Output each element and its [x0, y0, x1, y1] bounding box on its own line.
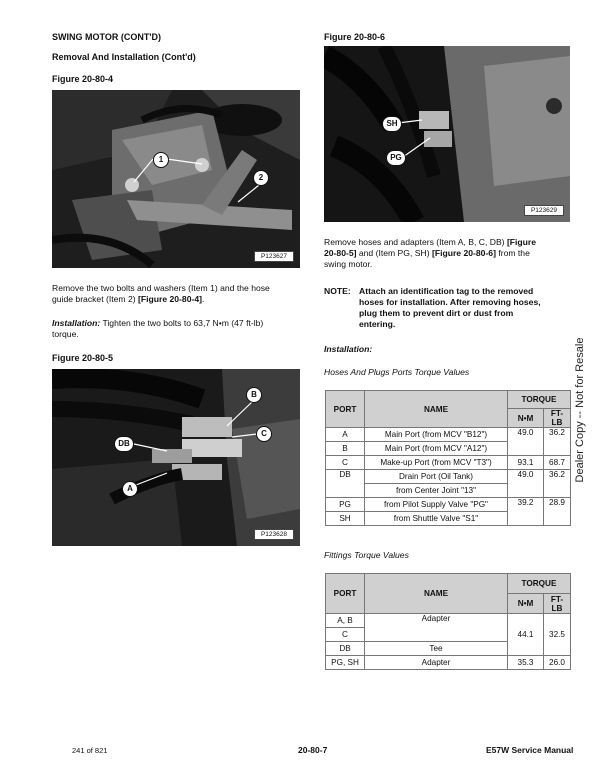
- remove-hoses-paragraph: [324, 237, 572, 270]
- col-header-ftlb: FT-LB: [544, 409, 571, 428]
- figure-reference: [Figure 20-80-4]: [137, 294, 202, 304]
- photo-code: P123628: [254, 529, 294, 540]
- table-row: [326, 614, 571, 628]
- installation-heading: Installation:: [324, 344, 373, 354]
- cell-ftlb: 36.2: [544, 470, 571, 498]
- callout-b: B: [246, 387, 262, 403]
- cell-port: A, B: [326, 614, 365, 628]
- installation-paragraph: [52, 318, 302, 340]
- table1-title: Hoses And Plugs Ports Torque Values: [324, 367, 470, 377]
- text-line: plug them to prevent dirt or dust from: [359, 308, 514, 318]
- col-header-torque: TORQUE: [508, 391, 571, 409]
- callout-pg: PG: [386, 150, 406, 166]
- col-header-ftlb: FT-LB: [544, 594, 571, 614]
- section-title: SWING MOTOR (CONT'D): [52, 32, 161, 42]
- cell-name: Adapter: [365, 614, 508, 642]
- cell-port: DB: [326, 642, 365, 656]
- cell-name: Make-up Port (from MCV "T3"): [365, 456, 508, 470]
- photo-code: P123627: [254, 251, 294, 262]
- cell-nm: 39.2: [508, 498, 544, 526]
- table-row: [326, 428, 571, 442]
- cell-port: B: [326, 442, 365, 456]
- col-header-port: PORT: [326, 574, 365, 614]
- text-line: torque.: [52, 329, 79, 339]
- figure-20-80-6-photo: [324, 46, 570, 222]
- subsection-title: Removal And Installation (Cont'd): [52, 52, 196, 62]
- cell-name: Main Port (from MCV "B12"): [365, 428, 508, 442]
- figure-reference: [Figure 20-80-6]: [431, 248, 496, 258]
- callout-db: DB: [114, 436, 134, 452]
- text-span: Remove hoses and adapters (Item A, B, C, DB): [324, 237, 507, 247]
- cell-port: A: [326, 428, 365, 442]
- cell-nm: 49.0: [508, 470, 544, 498]
- text-span: and (Item PG, SH): [356, 248, 432, 258]
- figure-caption-5: Figure 20-80-5: [52, 353, 114, 363]
- remove-bolts-paragraph: [52, 283, 302, 305]
- callout-a: A: [122, 481, 138, 497]
- hoses-torque-table: [325, 390, 571, 526]
- callout-c: C: [256, 426, 272, 442]
- figure-reference: 20-80-5]: [324, 248, 357, 258]
- col-header-name: NAME: [365, 574, 508, 614]
- table-row: [326, 456, 571, 470]
- callout-1: 1: [153, 152, 169, 168]
- figure-20-80-4-photo: [52, 90, 300, 268]
- cell-name: Main Port (from MCV "A12"): [365, 442, 508, 456]
- col-header-nm: N•M: [508, 409, 544, 428]
- cell-name: Tee: [365, 642, 508, 656]
- figure-reference: [Figure: [506, 237, 537, 247]
- text-span: guide bracket (Item 2): [52, 294, 138, 304]
- text-line: swing motor.: [324, 259, 373, 269]
- col-header-name: NAME: [365, 391, 508, 428]
- cell-name: from Shuttle Valve "S1": [365, 512, 508, 526]
- cell-ftlb: 26.0: [544, 656, 571, 670]
- cell-nm: 93.1: [508, 456, 544, 470]
- text-line: hoses for installation. After removing hoses,: [359, 297, 541, 307]
- cell-ftlb: 68.7: [544, 456, 571, 470]
- text-line: Remove the two bolts and washers (Item 1) and the hose: [52, 283, 270, 293]
- cell-name: from Center Joint "13": [365, 484, 508, 498]
- table-header-row: [326, 391, 571, 409]
- cell-port: PG: [326, 498, 365, 512]
- col-header-torque: TORQUE: [508, 574, 571, 594]
- text-line: entering.: [359, 319, 396, 329]
- cell-port: C: [326, 628, 365, 642]
- cell-port: SH: [326, 512, 365, 526]
- note-label: NOTE:: [324, 286, 351, 296]
- col-header-nm: N•M: [508, 594, 544, 614]
- cell-nm: 44.1: [508, 614, 544, 656]
- text-line: Attach an identification tag to the removed: [359, 286, 534, 296]
- figure-caption-6: Figure 20-80-6: [324, 32, 386, 42]
- table-row: [326, 656, 571, 670]
- fittings-torque-table: [325, 573, 571, 670]
- cell-nm: 49.0: [508, 428, 544, 456]
- cell-port: PG, SH: [326, 656, 365, 670]
- dealer-copy-watermark: Dealer Copy -- Not for Resale: [574, 337, 586, 483]
- cell-port: DB: [326, 470, 365, 498]
- text-span: from the: [495, 248, 530, 258]
- col-header-port: PORT: [326, 391, 365, 428]
- table2-title: Fittings Torque Values: [324, 550, 409, 560]
- cell-name: Drain Port (Oil Tank): [365, 470, 508, 484]
- cell-ftlb: 28.9: [544, 498, 571, 526]
- cell-name: Adapter: [365, 656, 508, 670]
- photo-code: P123629: [524, 205, 564, 216]
- cell-port: C: [326, 456, 365, 470]
- page-of: 241 of 821: [72, 746, 108, 755]
- callout-2: 2: [253, 170, 269, 186]
- note-text: [359, 286, 571, 330]
- text-span: Tighten the two bolts to 63,7 N•m (47 ft-lb): [100, 318, 264, 328]
- cell-nm: 35.3: [508, 656, 544, 670]
- text-span: .: [201, 294, 205, 304]
- installation-label: Installation:: [52, 318, 101, 328]
- table-row: [326, 470, 571, 484]
- figure-20-80-5-photo: [52, 369, 300, 546]
- table-header-row: [326, 574, 571, 594]
- cell-ftlb: 36.2: [544, 428, 571, 456]
- cell-name: from Pilot Supply Valve "PG": [365, 498, 508, 512]
- figure-caption-4: Figure 20-80-4: [52, 74, 114, 84]
- callout-sh: SH: [382, 116, 402, 132]
- cell-ftlb: 32.5: [544, 614, 571, 656]
- table-row: [326, 498, 571, 512]
- manual-title: E57W Service Manual: [486, 745, 574, 755]
- page-number: 20-80-7: [298, 745, 328, 755]
